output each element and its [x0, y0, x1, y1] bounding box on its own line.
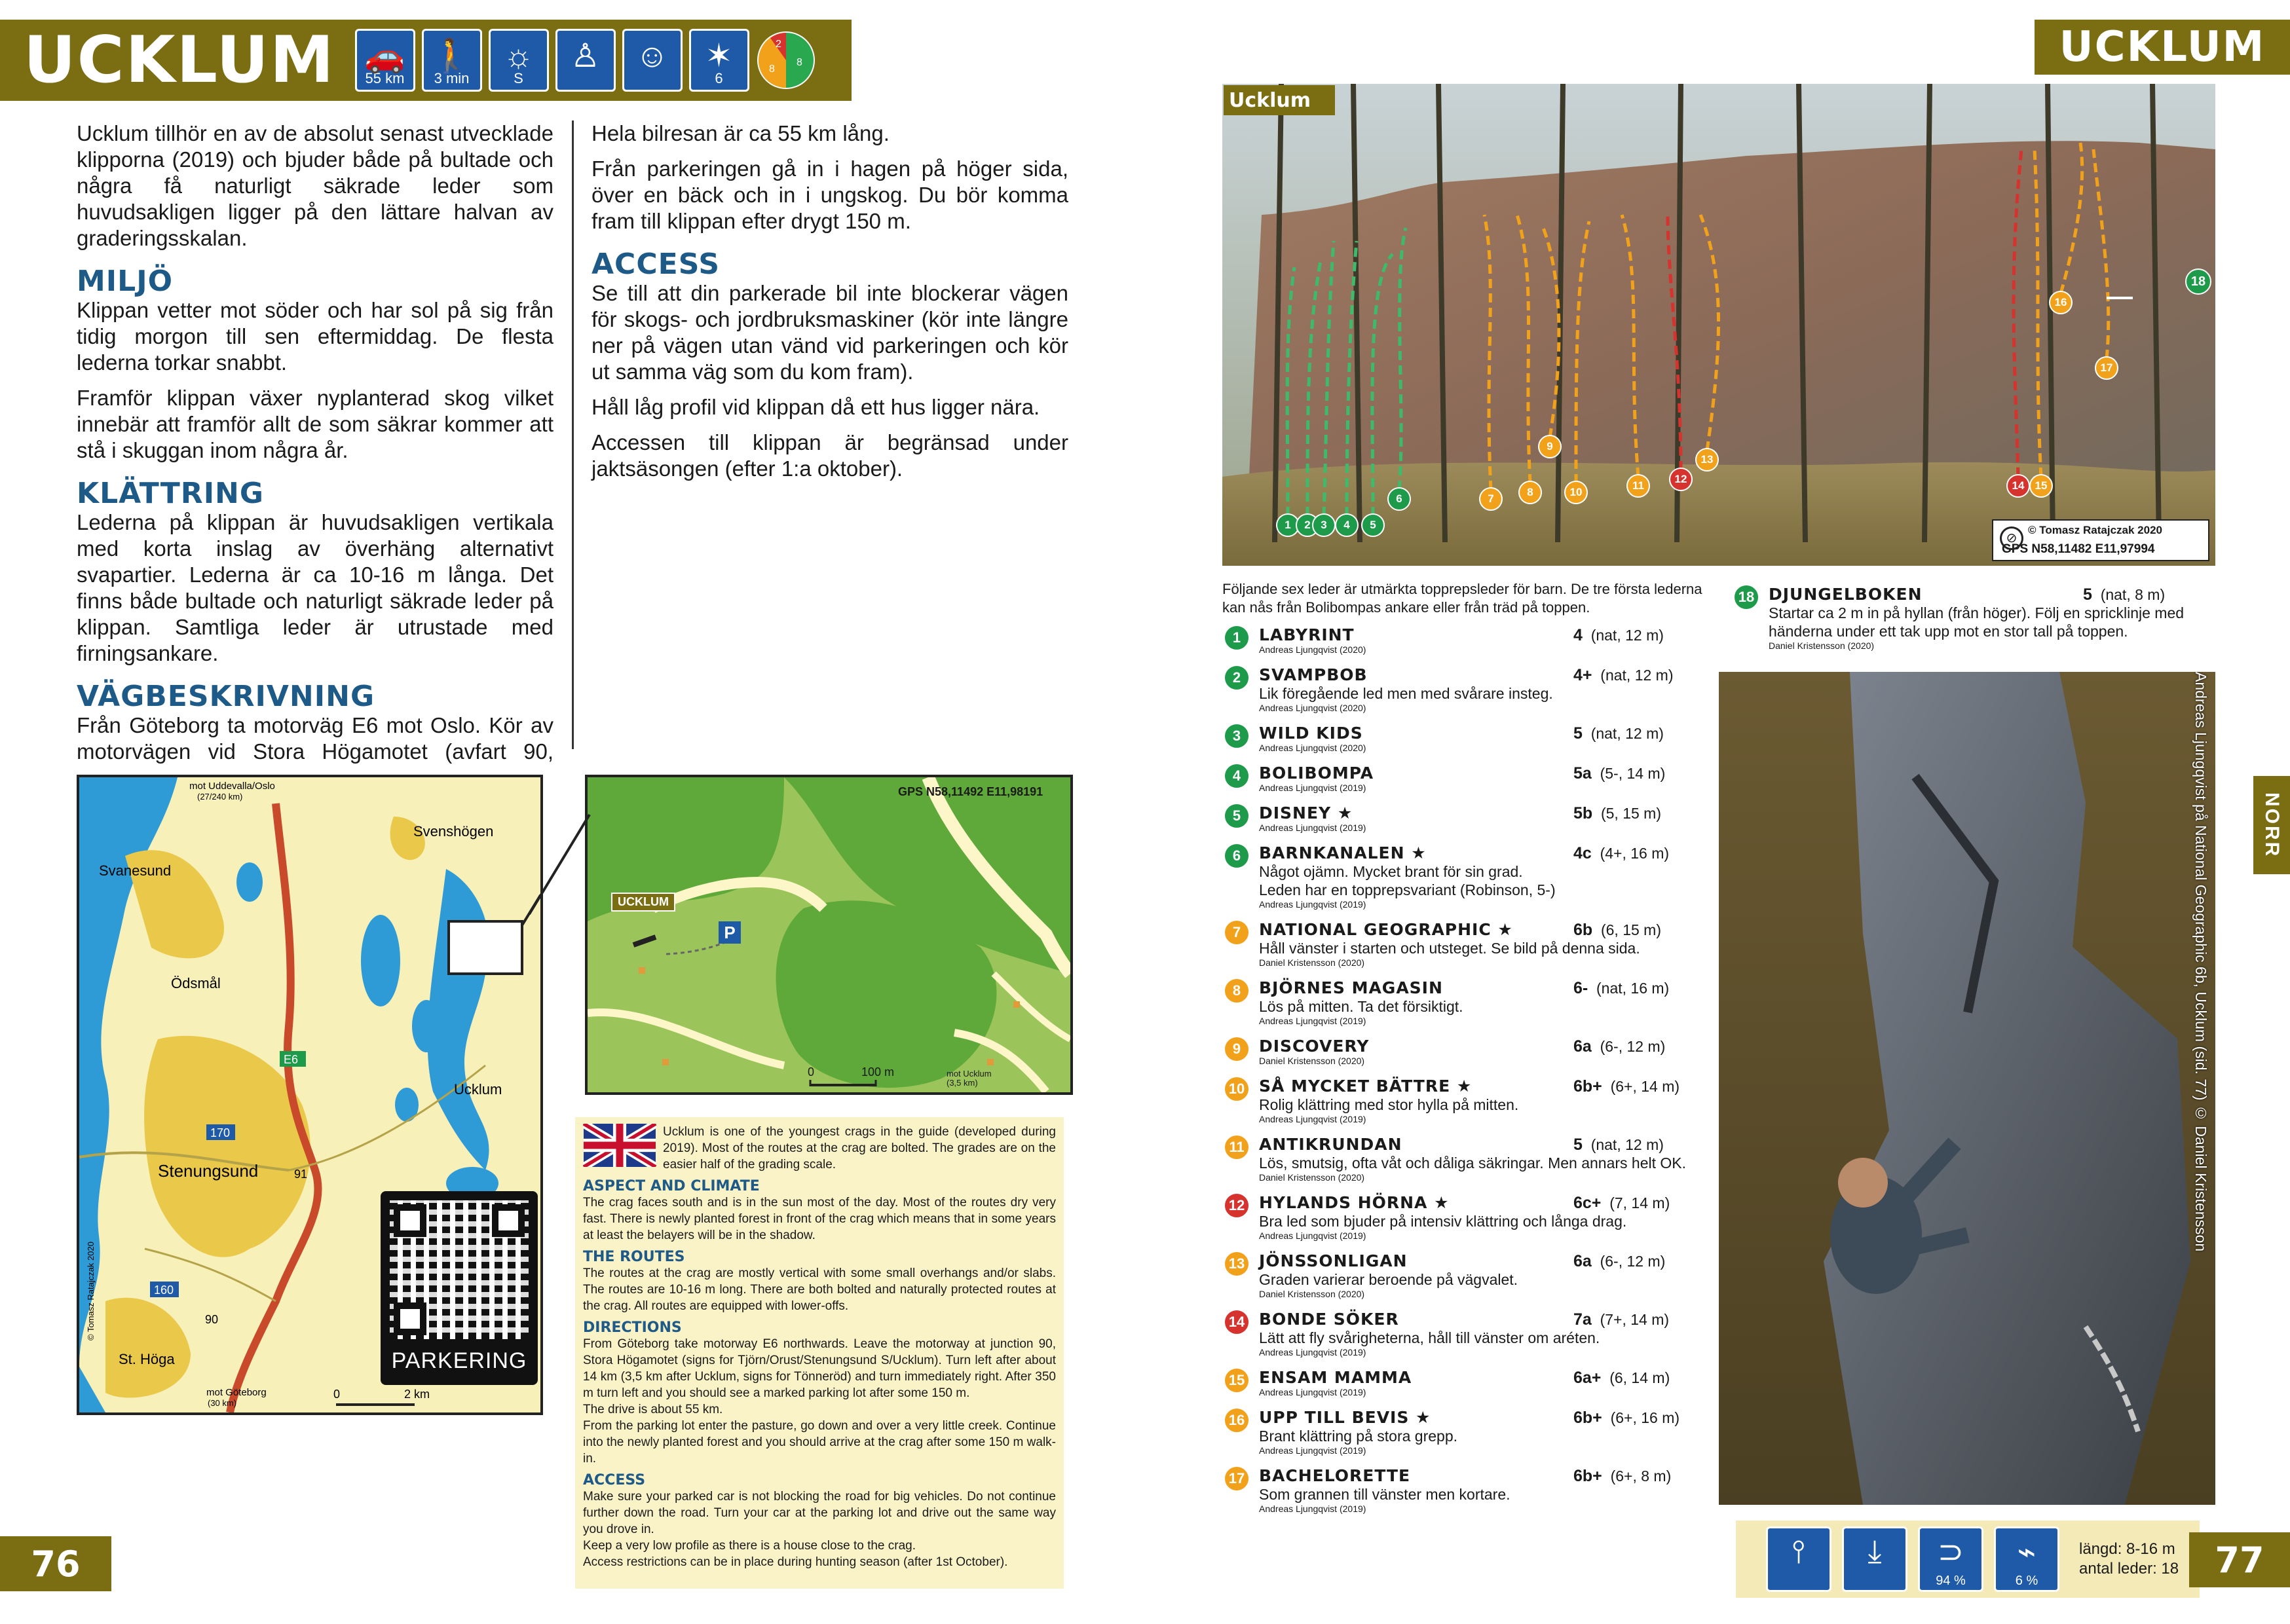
route-name: BOLIBOMPA [1259, 764, 1374, 783]
pie-red-label: 2 [775, 39, 781, 50]
route-grade: 5a [1573, 764, 1592, 783]
route-name: ANTIKRUNDAN [1259, 1135, 1402, 1154]
miljo-heading: MILJÖ [77, 265, 173, 298]
route-name: LABYRINT [1259, 625, 1355, 644]
route-grade: 5b [1573, 804, 1593, 822]
route-name: DISCOVERY [1259, 1037, 1370, 1056]
route-number-badge: 14 [1224, 1309, 1250, 1335]
topo-route-marker[interactable]: 6 [1387, 487, 1411, 511]
parking-icon: P [724, 923, 736, 942]
en-routes-heading: THE ROUTES [583, 1249, 685, 1265]
route-number-badge: 4 [1224, 763, 1250, 789]
route-number-badge: 7 [1224, 919, 1250, 946]
miljo-p2: Framför klippan växer nyplanterad skog vilket innebär att framför allt de som säkrar kommer att stå i skuggan inom några år. [77, 386, 554, 462]
map-label-ucklum: Ucklum [454, 1081, 502, 1098]
person-icon: ♙ [555, 29, 616, 92]
map-label-goteborg-km: (30 km) [208, 1398, 237, 1408]
detail-mot-ucklum: mot Ucklum (3,5 km) [947, 1069, 992, 1088]
route-meta: (6+, 8 m) [1610, 1467, 1672, 1485]
detail-map[interactable] [585, 775, 1073, 1095]
route-desc: Bra led som bjuder på intensiv klättring och långa drag. [1259, 1213, 1627, 1230]
route-author: Andreas Ljungqvist (2019) [1259, 1347, 1366, 1357]
map-label-exit91: 91 [294, 1168, 308, 1181]
route-grade: 6a+ [1573, 1369, 1602, 1387]
en-intro: Ucklum is one of the youngest crags in the guide (developed during 2019). Most of the routes at the crag are bolted. The grades are on the easier half of the grading scale. [663, 1125, 1056, 1172]
vag-p2: Hela bilresan är ca 55 km lång. [591, 121, 890, 145]
route-author: Andreas Ljungqvist (2019) [1259, 1016, 1366, 1026]
topo-route-marker[interactable]: 4 [1335, 513, 1359, 537]
no-entry-icon: ⊘ [2000, 526, 2023, 550]
miljo-p1: Klippan vetter mot söder och har sol på sig från tidig morgon till sen eftermiddag. De flesta lederna torkar snabbt. [77, 298, 554, 375]
topo-gps: GPS N58,11482 E11,97994 [2002, 542, 2155, 556]
detail-scale-100m: 100 m [861, 1065, 895, 1079]
klattring-p: Lederna på klippan är huvudsakligen vertikala med korta inslag av överhäng alternativt svapartier. Lederna är ca 10-16 m långa. Det finns både bultade och naturligt säkrade leder på klippan. Samtliga leder är utrustade med firningsankare. [77, 510, 554, 665]
route-author: Andreas Ljungqvist (2019) [1259, 899, 1366, 910]
map-label-st-hoga: St. Höga [119, 1351, 175, 1367]
route-meta: (7+, 14 m) [1600, 1311, 1670, 1328]
page-title: UCKLUM [24, 23, 335, 98]
route-item [1222, 724, 1707, 753]
topo-route-marker[interactable]: 11 [1626, 474, 1650, 498]
route-number-badge: 9 [1224, 1036, 1250, 1062]
map-label-exit90: 90 [205, 1313, 219, 1326]
topo-route-marker[interactable]: 13 [1695, 448, 1719, 471]
map-credit: © Tomasz Ratajczak 2020 [86, 1242, 96, 1340]
qr-parking-box[interactable] [381, 1191, 538, 1385]
english-summary [575, 1117, 1064, 1589]
en-access-2: Keep a very low profile as there is a house close to the crag. [583, 1539, 916, 1553]
grade-pie [756, 29, 816, 92]
detail-map-gps: GPS N58,11492 E11,98191 [898, 785, 1043, 798]
pie-orange-label: 8 [768, 64, 775, 75]
route-grade: 6a [1573, 1252, 1592, 1270]
topo-route-marker[interactable]: 8 [1518, 481, 1542, 504]
route-author: Daniel Kristensson (2020) [1769, 640, 1875, 651]
route-desc-2: Leden har en topprepsvariant (Robinson, 5-) [1259, 881, 1556, 898]
route-meta: (nat, 12 m) [1590, 725, 1664, 742]
page-number-right: 77 [2189, 1532, 2290, 1587]
star-icon: ✶ 6 [689, 29, 749, 92]
vag-p1: Från Göteborg ta motorväg E6 mot Oslo. Kör av motorvägen vid Stora Högamotet (avfart 90, [77, 713, 554, 764]
nut-icon: ⌁ 6 % [1994, 1526, 2059, 1592]
route-list [1222, 626, 1707, 1525]
topo-route-marker[interactable]: 14 [2006, 474, 2030, 498]
route-item [1222, 1369, 1707, 1397]
qr-code[interactable] [390, 1200, 529, 1339]
route-number-badge: 5 [1224, 803, 1250, 829]
route-desc: Brant klättring på stora grepp. [1259, 1428, 1457, 1445]
map-label-svanesund: Svanesund [99, 862, 172, 879]
map-connector [524, 812, 596, 917]
page-number-left: 76 [0, 1536, 111, 1591]
route-meta: (nat, 8 m) [2100, 586, 2166, 603]
left-column-1 [77, 120, 554, 774]
topo-photo[interactable] [1222, 84, 2215, 566]
toprope-icon: ⫯ [1766, 1526, 1831, 1592]
map-label-uddevalla-km: (27/240 km) [197, 792, 243, 802]
route-author: Andreas Ljungqvist (2019) [1259, 1387, 1366, 1397]
route-grade: 6b+ [1573, 1077, 1602, 1096]
route-name: JÖNSSONLIGAN [1259, 1251, 1408, 1270]
route-name: HYLANDS HÖRNA ★ [1259, 1193, 1450, 1212]
route-18-marker: 18 [2185, 268, 2211, 295]
map-label-170: 170 [210, 1126, 231, 1139]
route-desc: Lös, smutsig, ofta våt och dåliga säkringar. Men annars helt OK. [1259, 1154, 1687, 1172]
route-item [1222, 1252, 1707, 1299]
route-item [1222, 1135, 1707, 1183]
route-number-badge: 17 [1224, 1466, 1250, 1492]
route-name: DISNEY ★ [1259, 803, 1353, 822]
route-grade: 6c+ [1573, 1194, 1602, 1212]
intro-text: Ucklum tillhör en av de absolut senast utvecklade klipporna (2019) och bjuder både på bultade och några få naturligt säkrade leder som huvudsakligen ligger på den lättare halvan av graderingsskalan. [77, 121, 554, 250]
route-name: BJÖRNES MAGASIN [1259, 978, 1443, 997]
topo-route-marker[interactable]: 5 [1361, 513, 1385, 537]
pie-green-label: 8 [796, 57, 802, 68]
route-number-badge: 11 [1224, 1134, 1250, 1160]
route-name: BARNKANALEN ★ [1259, 843, 1427, 862]
route-number-badge: 15 [1224, 1367, 1250, 1393]
en-routes: The routes at the crag are mostly vertical with some small overhangs and/or slabs. The routes are 10-16 m long. There are both bolted and naturally protected routes at the crag. All routes are equipped with lower-offs. [583, 1266, 1056, 1313]
map-scale-2km: 2 km [404, 1388, 430, 1401]
topo-route-marker[interactable]: 10 [1564, 481, 1588, 504]
route-item [1222, 844, 1707, 910]
route-meta: (4+, 16 m) [1600, 845, 1670, 862]
detail-scale-0: 0 [808, 1065, 815, 1079]
route-desc: Startar ca 2 m in på hyllan (från höger). Följ en spricklinje med händerna under ett tak upp mot en stor tall på toppen. [1769, 604, 2185, 640]
route-grade: 5 [1573, 1135, 1583, 1154]
route-author: Daniel Kristensson (2020) [1259, 1289, 1365, 1299]
route-name: WILD KIDS [1259, 724, 1363, 743]
route-item [1222, 626, 1707, 655]
route-desc: Håll vänster i starten och utsteget. Se bild på denna sida. [1259, 940, 1640, 957]
access-p1: Se till att din parkerade bil inte blockerar vägen för skogs- och jordbruksmaskiner (kör inte längre ner på vägen utan vänd vid parkeringen och kör ut samma väg som du kom fram). [591, 281, 1068, 384]
stats-text: längd: 8-16 m antal leder: 18 [2079, 1540, 2179, 1578]
route-number-badge: 16 [1224, 1407, 1250, 1433]
route-author: Andreas Ljungqvist (2019) [1259, 783, 1366, 793]
topo-label: Ucklum [1229, 89, 1311, 112]
map-label-odsmal: Ödsmål [171, 975, 221, 991]
route-name: DJUNGELBOKEN [1769, 585, 1923, 604]
topo-route-marker[interactable]: 3 [1312, 513, 1336, 537]
en-drive: The drive is about 55 km. [583, 1403, 723, 1416]
access-heading: ACCESS [591, 248, 721, 281]
car-icon: 🚗 55 km [355, 29, 415, 92]
child-face-icon: ☺ [622, 29, 683, 92]
route-item [1222, 1310, 1707, 1357]
route-author: Andreas Ljungqvist (2019) [1259, 1230, 1366, 1241]
route-desc: Rolig klättring med stor hylla på mitten. [1259, 1096, 1519, 1113]
access-p3: Accessen till klippan är begränsad under jaktsäsongen (efter 1:a oktober). [591, 430, 1068, 481]
route-grade: 6- [1573, 979, 1588, 997]
en-directions: From Göteborg take motorway E6 northwards. Leave the motorway at junction 90, Stora Högamotet (signs for Tjörn/Orust/Stenungsund S/Ucklum). Turn left after about 14 km (3,5 km after Ucklum, signs for Tönneröd) and turn immediately right. After 350 m turn left and you should see a marked parking lot after some 150 m. [583, 1337, 1056, 1400]
left-title-bar [0, 20, 852, 101]
right-title-bar: UCKLUM [2035, 20, 2290, 75]
route-item [1222, 804, 1707, 833]
topo-credit: © Tomasz Ratajczak 2020 [2028, 524, 2162, 536]
route-desc: Lik föregående led men med svårare insteg. [1259, 685, 1553, 702]
map-label-svenshogen: Svenshögen [413, 823, 494, 840]
route-meta: (6, 14 m) [1609, 1369, 1670, 1386]
route-name: NATIONAL GEOGRAPHIC ★ [1259, 920, 1513, 939]
route-grade: 4c [1573, 844, 1592, 862]
en-access-3: Access restrictions can be in place during hunting season (after 1st October). [583, 1555, 1008, 1569]
route-number-badge: 18 [1733, 584, 1759, 610]
topo-route-marker[interactable]: 9 [1538, 435, 1562, 458]
route-name: ENSAM MAMMA [1259, 1368, 1412, 1387]
access-p2: Håll låg profil vid klippan då ett hus ligger nära. [591, 395, 1040, 419]
vag-heading: VÄGBESKRIVNING [77, 680, 375, 713]
info-badges [355, 29, 816, 92]
route-author: Daniel Kristensson (2020) [1259, 1056, 1365, 1066]
route-desc: Som grannen till vänster men kortare. [1259, 1486, 1511, 1503]
route-item [1222, 764, 1707, 793]
topo-route-marker[interactable]: 2 [1296, 513, 1319, 537]
overview-map[interactable] [77, 775, 543, 1415]
route-name: BACHELORETTE [1259, 1466, 1411, 1485]
route-meta: (5, 15 m) [1600, 805, 1661, 822]
route-desc: Lätt att fly svårigheterna, håll till vänster om aréten. [1259, 1329, 1600, 1346]
en-aspect-heading: ASPECT AND CLIMATE [583, 1178, 760, 1194]
route-item [1222, 1037, 1707, 1066]
route-grade: 7a [1573, 1310, 1592, 1329]
route-meta: (nat, 12 m) [1600, 667, 1674, 684]
route-18 [1732, 585, 2217, 662]
route-meta: (nat, 16 m) [1596, 980, 1670, 997]
route-meta: (7, 14 m) [1609, 1194, 1670, 1211]
topo-route-marker[interactable]: 12 [1669, 468, 1693, 491]
route-item [1222, 1077, 1707, 1124]
route-item [1222, 666, 1707, 713]
en-aspect: The crag faces south and is in the sun most of the day. Most of the routes dry very fast. There is newly planted forest in front of the crag which means that in some years at least the belayers will be in the shadow. [583, 1196, 1056, 1242]
route-meta: (6+, 14 m) [1610, 1078, 1680, 1095]
route-number-badge: 1 [1224, 625, 1250, 651]
sun-icon: ☼ S [489, 29, 549, 92]
en-walk: From the parking lot enter the pasture, go down and over a very little creek. Continue into the newly planted forest and you should arrive at the crag after some 150 m walk-in. [583, 1419, 1056, 1466]
route-name: BONDE SÖKER [1259, 1310, 1399, 1329]
route-grade: 6b [1573, 921, 1593, 939]
photo-caption: Andreas Ljungqvist på National Geographic 6b, Ucklum (sid. 77) © Daniel Kristensson [2192, 672, 2209, 1252]
route-author: Andreas Ljungqvist (2019) [1259, 1114, 1366, 1124]
route-item [1222, 979, 1707, 1026]
route-number-badge: 10 [1224, 1076, 1250, 1102]
en-access-1: Make sure your parked car is not blocking the road for big vehicles. Do not continue further down the road. Turn your car at the parking lot and drive out the same way you drove in. [583, 1490, 1056, 1536]
route-number-badge: 3 [1224, 723, 1250, 749]
route-number-badge: 6 [1224, 843, 1250, 869]
map-label-goteborg: mot Göteborg [206, 1387, 267, 1398]
walker-icon: 🚶 3 min [422, 29, 482, 92]
left-column-2 [591, 120, 1068, 491]
route-item [1222, 1467, 1707, 1514]
map-scale-0: 0 [333, 1388, 341, 1401]
en-directions-heading: DIRECTIONS [583, 1320, 682, 1336]
route-list-intro: Följande sex leder är utmärkta topprepsleder för barn. De tre första lederna kan nås från Bolibompas ankare eller från träd på toppen. [1222, 581, 1702, 616]
route-grade: 6b+ [1573, 1409, 1602, 1427]
route-author: Andreas Ljungqvist (2019) [1259, 822, 1366, 833]
en-access-heading: ACCESS [583, 1472, 646, 1488]
vag-p3: Från parkeringen gå in i hagen på höger sida, över en bäck och in i ungskog. Du bör komma fram till klippan efter drygt 150 m. [591, 157, 1068, 233]
route-meta: (6-, 12 m) [1600, 1038, 1666, 1055]
route-grade: 4 [1573, 626, 1583, 644]
topo-route-marker[interactable]: 15 [2029, 474, 2053, 498]
route-name: UPP TILL BEVIS ★ [1259, 1408, 1431, 1427]
column-separator [572, 120, 574, 749]
route-item [1222, 1194, 1707, 1241]
route-author: Andreas Ljungqvist (2020) [1259, 644, 1366, 655]
route-grade: 6a [1573, 1037, 1592, 1056]
route-number-badge: 2 [1224, 665, 1250, 691]
route-item [1222, 921, 1707, 968]
route-author: Andreas Ljungqvist (2020) [1259, 743, 1366, 753]
route-desc: Graden varierar beroende på vägvalet. [1259, 1271, 1518, 1288]
stats-bar [1736, 1521, 2200, 1598]
route-author: Daniel Kristensson (2020) [1259, 957, 1365, 968]
detail-map-crag-label: UCKLUM [611, 893, 675, 912]
klattring-heading: KLÄTTRING [77, 477, 264, 510]
route-meta: (5-, 14 m) [1600, 765, 1666, 782]
parkering-label: PARKERING [391, 1348, 527, 1373]
map-label-160: 160 [154, 1283, 174, 1297]
route-desc: Lös på mitten. Ta det försiktigt. [1259, 998, 1463, 1015]
route-desc: Något ojämn. Mycket brant för sin grad. [1259, 863, 1523, 880]
map-label-stenungsund: Stenungsund [158, 1161, 259, 1181]
topo-route-marker[interactable]: 7 [1479, 487, 1503, 511]
route-grade: 5 [2083, 585, 2092, 604]
route-number-badge: 13 [1224, 1251, 1250, 1277]
map-label-uddevalla: mot Uddevalla/Oslo [189, 781, 275, 792]
route-meta: (6, 15 m) [1600, 921, 1661, 938]
route-name: SÅ MYCKET BÄTTRE ★ [1259, 1077, 1473, 1096]
route-meta: (6+, 16 m) [1610, 1409, 1680, 1426]
map-label-e6: E6 [284, 1053, 299, 1066]
route-number-badge: 12 [1224, 1192, 1250, 1219]
route-meta: (nat, 12 m) [1590, 1136, 1664, 1153]
topo-route-marker[interactable]: 17 [2095, 356, 2118, 380]
quickdraw-icon: ⊃ 94 % [1918, 1526, 1983, 1592]
climber-photo[interactable] [1719, 672, 2215, 1505]
route-author: Andreas Ljungqvist (2020) [1259, 703, 1366, 713]
route-author: Daniel Kristensson (2020) [1259, 1172, 1365, 1183]
route-grade: 5 [1573, 724, 1583, 743]
route-grade: 6b+ [1573, 1467, 1602, 1485]
topo-route-marker[interactable]: 16 [2049, 291, 2073, 314]
route-author: Andreas Ljungqvist (2019) [1259, 1445, 1366, 1456]
route-name: SVAMPBOB [1259, 665, 1368, 684]
uk-flag-icon [583, 1124, 656, 1167]
route-grade: 4+ [1573, 666, 1592, 684]
topo-route-marker[interactable]: 1 [1276, 513, 1300, 537]
route-number-badge: 8 [1224, 978, 1250, 1004]
route-item [1222, 1409, 1707, 1456]
route-meta: (nat, 12 m) [1590, 627, 1664, 644]
rappel-icon: ⤓ [1842, 1526, 1907, 1592]
route-meta: (6-, 12 m) [1600, 1253, 1666, 1270]
side-tab-norr: NORR [2253, 776, 2290, 874]
route-author: Andreas Ljungqvist (2019) [1259, 1504, 1366, 1514]
